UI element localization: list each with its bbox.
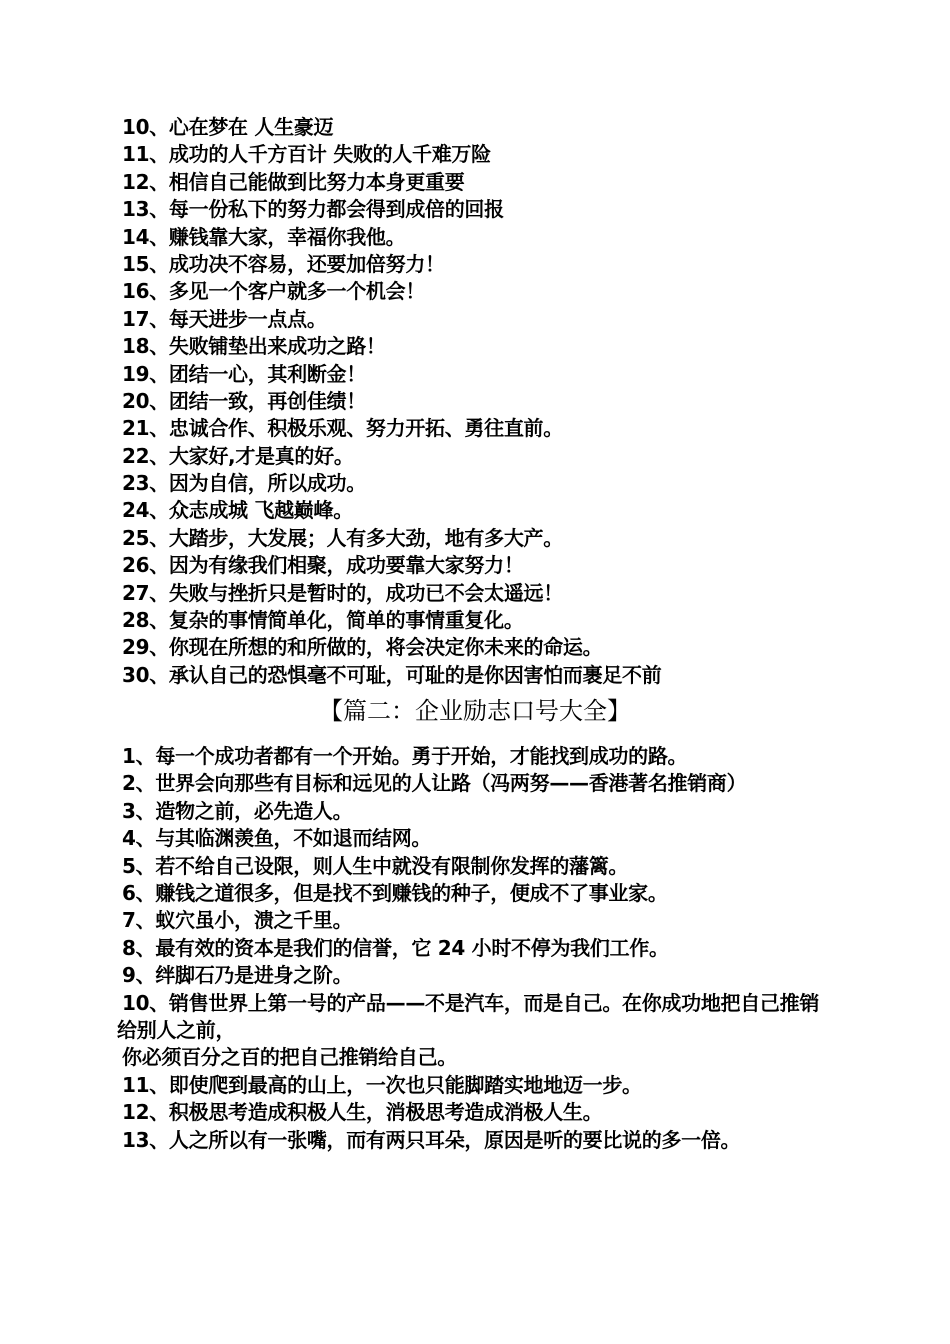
list-item: 16、多见一个客户就多一个机会！ [122,279,426,304]
list-item-text: 13、人之所以有一张嘴，而有两只耳朵，原因是听的要比说的多一倍。 [122,1127,741,1152]
list-item: 17、每天进步一点点。 [122,306,327,331]
list-item-text: 6、赚钱之道很多，但是找不到赚钱的种子，便成不了事业家。 [122,881,668,906]
list-item-text: 2、世界会向那些有目标和远见的人让路（冯两努——香港著名推销商） [122,771,747,796]
list-item [117,743,837,770]
list-item-text: 10、销售世界上第一号的产品——不是汽车，而是自己。在你成功地把自己推销给别人之前， [117,990,820,1043]
list-item: 15、成功决不容易，还要加倍努力！ [122,251,445,276]
list-item: 29、你现在所想的和所做的，将会决定你未来的命运。 [122,635,603,660]
list-item: 10、心在梦在 人生豪迈 [122,115,334,139]
slogan-list-part1 [122,114,902,689]
list-item [117,1127,837,1154]
list-item: 27、失败与挫折只是暂时的，成功已不会太遥远！ [122,580,563,605]
list-item [117,1099,837,1126]
list-item: 19、团结一心，其利断金！ [122,361,366,386]
list-item [117,770,837,797]
list-item: 24、众志成城 飞越巅峰。 [122,498,353,523]
list-item-text: 5、若不给自己设限，则人生中就没有限制你发挥的藩篱。 [122,853,629,878]
list-item-text: 1、每一个成功者都有一个开始。勇于开始，才能找到成功的路。 [122,744,688,768]
list-item-text: 9、绊脚石乃是进身之阶。 [122,963,353,988]
list-item: 13、每一份私下的努力都会得到成倍的回报 [122,197,504,222]
list-item [117,1072,837,1099]
list-item: 12、相信自己能做到比努力本身更重要 [122,169,465,194]
list-item [117,990,837,1045]
list-item: 18、失败铺垫出来成功之路！ [122,334,386,359]
list-item: 21、忠诚合作、积极乐观、努力开拓、勇往直前。 [122,416,563,441]
list-item [117,825,837,852]
list-item-text: 12、积极思考造成积极人生，消极思考造成消极人生。 [122,1100,603,1125]
list-item: 30、承认自己的恐惧毫不可耻，可耻的是你因害怕而裹足不前 [122,662,662,687]
list-item-text: 8、最有效的资本是我们的信誉，它 24 小时不停为我们工作。 [122,935,669,960]
list-item-text: 你必须百分之百的把自己推销给自己。 [122,1045,457,1070]
slogan-list-part2 [117,743,837,1154]
list-item-text: 4、与其临渊羡鱼，不如退而结网。 [122,826,432,851]
list-item: 14、赚钱靠大家，幸福你我他。 [122,224,406,249]
list-item [117,798,837,825]
section-heading: 【篇二：企业励志口号大全】 [319,697,631,725]
list-item: 20、团结一致，再创佳绩！ [122,388,366,413]
list-item: 22、大家好,才是真的好。 [122,443,354,468]
list-item-text: 3、造物之前，必先造人。 [122,798,353,823]
list-item [117,1044,837,1071]
list-item: 28、复杂的事情简单化，简单的事情重复化。 [122,608,524,633]
list-item: 23、因为自信，所以成功。 [122,471,366,496]
list-item: 11、成功的人千方百计 失败的人千难万险 [122,142,491,167]
list-item [117,853,837,880]
list-item [117,962,837,989]
list-item: 25、大踏步，大发展；人有多大劲，地有多大产。 [122,525,563,550]
list-item [117,907,837,934]
list-item [117,880,837,907]
list-item: 26、因为有缘我们相聚，成功要靠大家努力！ [122,553,524,578]
list-item-text: 11、即使爬到最高的山上，一次也只能脚踏实地地迈一步。 [122,1072,642,1097]
list-item-text: 7、蚁穴虽小，溃之千里。 [122,908,353,933]
list-item [117,935,837,962]
